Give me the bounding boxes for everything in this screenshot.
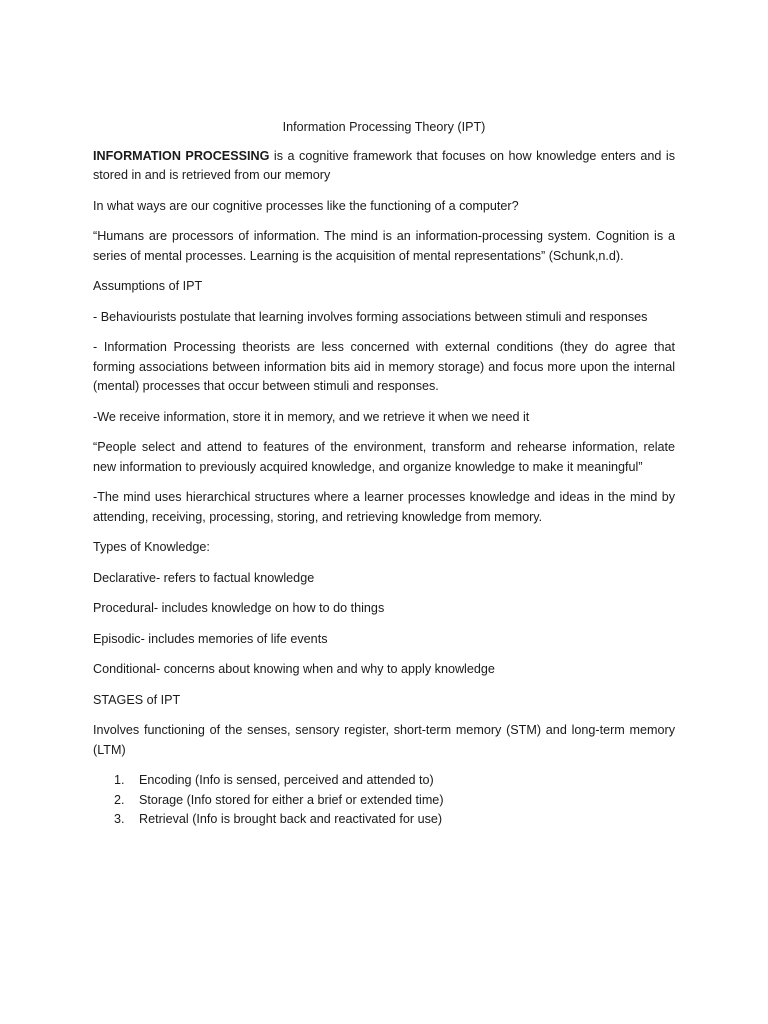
list-item-text: Retrieval (Info is brought back and reactivated for use) bbox=[139, 812, 443, 826]
list-item bbox=[93, 791, 675, 811]
knowledge-heading: Types of Knowledge: bbox=[93, 540, 210, 554]
assumption-4: -The mind uses hierarchical structures where a learner processes knowledge and ideas in the mind by attending, receiving, processing, storing, and retrieving knowledge from memory. bbox=[93, 490, 675, 524]
intro-paragraph bbox=[93, 147, 675, 186]
document-page bbox=[93, 118, 675, 830]
assumptions-heading: Assumptions of IPT bbox=[93, 279, 203, 293]
quote-paragraph-1: “Humans are processors of information. The mind is an information-processing system. Cognition is a series of mental processes. Learning is the acquisition of mental representations” (Schunk,n.d). bbox=[93, 229, 675, 263]
intro-rest: is a cognitive framework that focuses on how knowledge enters and is stored in and is retrieved from our memory bbox=[93, 148, 675, 182]
list-item bbox=[93, 771, 675, 791]
stages-intro: Involves functioning of the senses, sensory register, short-term memory (STM) and long-term memory (LTM) bbox=[93, 723, 675, 757]
knowledge-type-episodic: Episodic- includes memories of life events bbox=[93, 631, 328, 646]
knowledge-type-conditional: Conditional- concerns about knowing when and why to apply knowledge bbox=[93, 662, 495, 676]
list-item-number: 2. bbox=[114, 792, 125, 807]
stages-heading: STAGES of IPT bbox=[93, 692, 181, 707]
knowledge-type-declarative: Declarative- refers to factual knowledge bbox=[93, 570, 315, 585]
document-title: Information Processing Theory (IPT) bbox=[282, 120, 486, 134]
list-item-number: 3. bbox=[114, 812, 125, 826]
list-item-text: Storage (Info stored for either a brief or extended time) bbox=[139, 792, 444, 807]
assumption-3: -We receive information, store it in memory, and we retrieve it when we need it bbox=[93, 409, 530, 424]
intro-lead: INFORMATION PROCESSING bbox=[93, 148, 270, 163]
question-paragraph: In what ways are our cognitive processes like the functioning of a computer? bbox=[93, 198, 519, 213]
list-item bbox=[93, 810, 675, 830]
list-item-number: 1. bbox=[114, 773, 125, 787]
assumption-1: - Behaviourists postulate that learning involves forming associations between stimuli and responses bbox=[93, 309, 648, 324]
stages-list bbox=[93, 771, 675, 830]
quote-paragraph-2: “People select and attend to features of the environment, transform and rehearse information, relate new information to previously acquired knowledge, and organize knowledge to make it meaningful” bbox=[93, 440, 675, 474]
assumption-2: - Information Processing theorists are less concerned with external conditions (they do agree that forming associations between information bits aid in memory storage) and focus more upon the internal (mental) processes that occur between stimuli and responses. bbox=[93, 340, 675, 393]
list-item-text: Encoding (Info is sensed, perceived and attended to) bbox=[139, 773, 434, 787]
knowledge-type-procedural: Procedural- includes knowledge on how to do things bbox=[93, 601, 385, 615]
